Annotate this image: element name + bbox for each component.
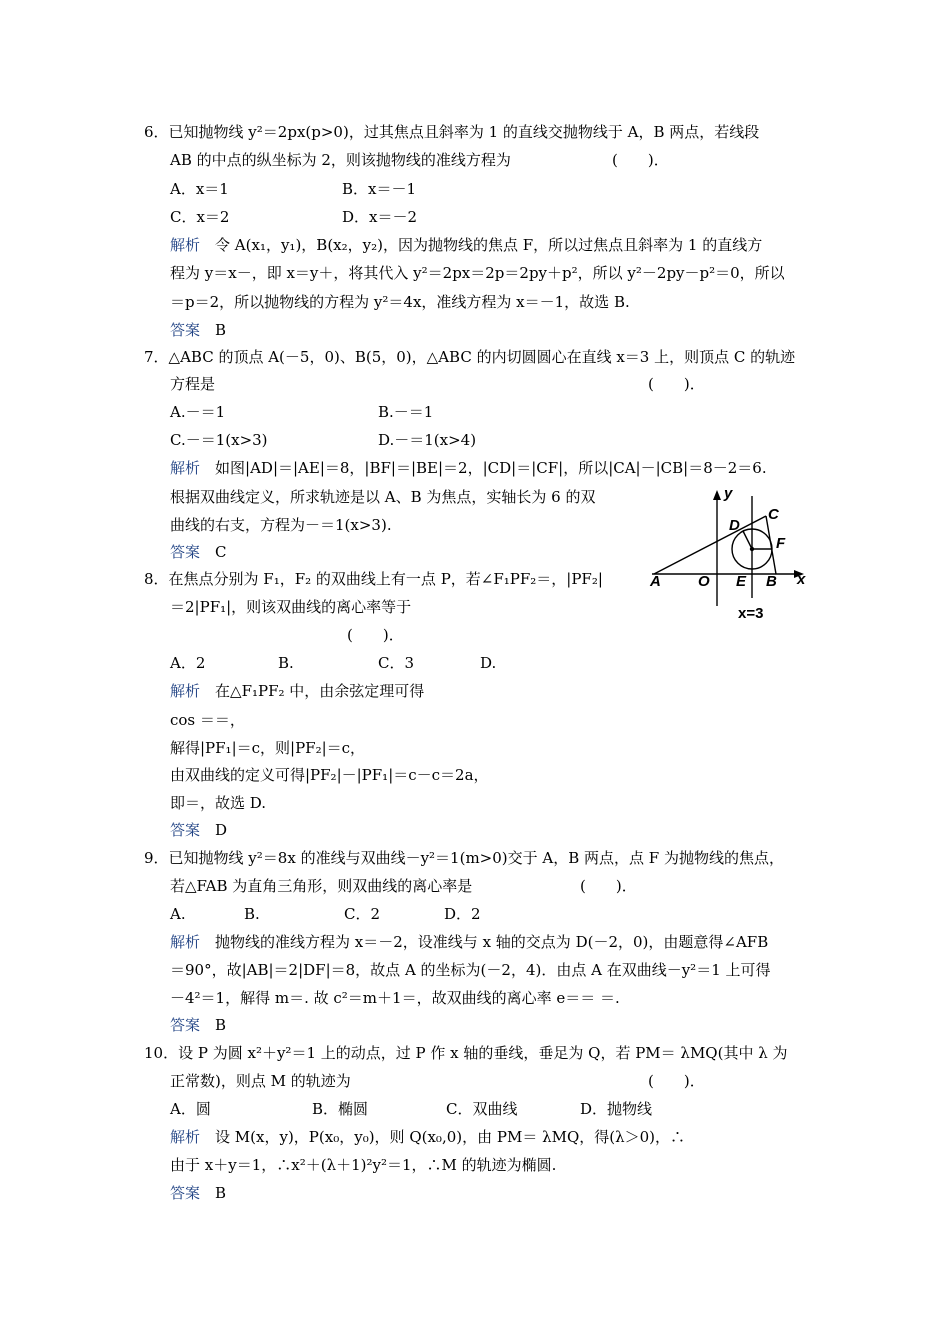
q6-solution-line2: 程为 y＝x－，即 x＝y＋，将其代入 y²＝2px＝2p＝2py＋p²，所以 y²－2py－p²＝0，所以	[170, 264, 785, 282]
q8-solution-line4: 由双曲线的定义可得|PF₂|－|PF₁|＝c－c＝2a，	[170, 766, 489, 784]
q8-option-b: B.	[278, 654, 294, 672]
q9-option-d: D．2	[444, 905, 481, 923]
q6-option-c: C．x＝2	[170, 208, 230, 226]
q6-stem-line2: AB 的中点的纵坐标为 2，则该抛物线的准线方程为	[170, 151, 511, 169]
q6-solution-line3: ＝p＝2，所以抛物线的方程为 y²＝4x，准线方程为 x＝－1，故选 B.	[170, 293, 630, 311]
q9-solution-line1	[170, 932, 768, 952]
q9-stem-line2: 若△FAB 为直角三角形，则双曲线的离心率是	[170, 877, 473, 895]
q8-answer-paren: ( )．	[347, 626, 404, 644]
q8-answer	[170, 820, 227, 840]
label-e: E	[736, 573, 747, 590]
q10-answer-value: B	[215, 1184, 227, 1202]
answer-label: 答案	[170, 543, 201, 561]
radius-to-d	[743, 531, 752, 549]
q10-option-a: A．圆	[170, 1100, 211, 1118]
label-b: B	[766, 573, 777, 590]
q7-solution-line1	[170, 458, 767, 478]
y-axis-arrow	[713, 490, 721, 500]
q6-answer-value: B	[215, 321, 227, 339]
q7-solution-text1: 如图|AD|＝|AE|＝8，|BF|＝|BE|＝2，|CD|＝|CF|，所以|CA|－|CB|＝8－2＝6.	[215, 459, 767, 477]
incircle-hyperbola-figure	[648, 486, 812, 622]
q9-stem-line1: 9．已知抛物线 y²＝8x 的准线与双曲线－y²＝1(m>0)交于 A，B 两点，点 F 为抛物线的焦点，	[144, 849, 784, 867]
q9-option-a: A.	[170, 905, 186, 923]
q9-answer-paren: ( )．	[580, 877, 637, 895]
q7-solution-line2: 根据双曲线定义，所求轨迹是以 A、B 为焦点，实轴长为 6 的双	[170, 488, 596, 506]
q7-solution-line3: 曲线的右支，方程为－＝1(x>3).	[170, 516, 392, 534]
q8-answer-value: D	[215, 821, 228, 839]
answer-label: 答案	[170, 321, 201, 339]
q8-solution-line2: cos ＝＝，	[170, 711, 245, 729]
solution-label: 解析	[170, 933, 201, 951]
q10-solution-text1: 设 M(x，y)，P(x₀，y₀)，则 Q(x₀,0)，由 PM＝ λMQ，得(λ＞0)，∴	[215, 1128, 686, 1146]
q9-answer-value: B	[215, 1016, 227, 1034]
label-y: y	[724, 486, 733, 502]
q10-answer-paren: ( )．	[648, 1072, 705, 1090]
q7-option-d: D.－＝1(x>4)	[378, 431, 477, 449]
q8-option-a: A．2	[170, 654, 206, 672]
q10-stem-line1: 10．设 P 为圆 x²＋y²＝1 上的动点，过 P 作 x 轴的垂线，垂足为 Q，若 PM＝ λMQ(其中 λ 为	[144, 1044, 788, 1062]
q9-answer	[170, 1015, 226, 1035]
q10-option-d: D．抛物线	[580, 1100, 653, 1118]
q8-solution-line1	[170, 681, 424, 701]
q9-solution-line3: －4²＝1，解得 m＝. 故 c²＝m＋1＝，故双曲线的离心率 e＝＝ ＝.	[170, 989, 620, 1007]
solution-label: 解析	[170, 682, 201, 700]
q7-answer-value: C	[215, 543, 227, 561]
q8-option-c: C．3	[378, 654, 415, 672]
label-d: D	[729, 517, 740, 534]
q7-stem-line2: 方程是	[170, 375, 216, 393]
q6-option-b: B．x＝－1	[342, 180, 417, 198]
q9-solution-line2: ＝90°，故|AB|＝2|DF|＝8，故点 A 的坐标为(－2，4)．由点 A 在双曲线－y²＝1 上可得	[170, 961, 771, 979]
q6-option-a: A．x＝1	[170, 180, 229, 198]
q8-solution-text1: 在△F₁PF₂ 中，由余弦定理可得	[215, 682, 425, 700]
label-c: C	[768, 506, 779, 523]
q6-answer	[170, 320, 226, 340]
q7-option-c: C.－＝1(x>3)	[170, 431, 268, 449]
label-line: x=3	[738, 605, 764, 622]
label-a: A	[650, 573, 661, 590]
q9-solution-text1: 抛物线的准线方程为 x＝－2，设准线与 x 轴的交点为 D(－2，0)，由题意得∠AFB	[215, 933, 769, 951]
q7-answer-paren: ( )．	[648, 375, 705, 393]
q8-solution-line5: 即＝，故选 D.	[170, 794, 267, 812]
q8-stem-line2: ＝2|PF₁|，则该双曲线的离心率等于	[170, 598, 412, 616]
q10-solution-line1	[170, 1127, 685, 1147]
q8-solution-line3: 解得|PF₁|＝c，则|PF₂|＝c，	[170, 739, 366, 757]
label-x: x	[797, 571, 806, 588]
q10-option-c: C．双曲线	[446, 1100, 518, 1118]
q9-option-c: C．2	[344, 905, 381, 923]
q7-answer	[170, 542, 227, 562]
q6-solution-line1	[170, 235, 762, 255]
q10-solution-line2: 由于 x＋y＝1，∴x²＋(λ＋1)²y²＝1，∴M 的轨迹为椭圆.	[170, 1156, 557, 1174]
side-ac	[654, 516, 766, 574]
answer-label: 答案	[170, 821, 201, 839]
q10-answer	[170, 1183, 226, 1203]
q9-option-b: B.	[244, 905, 260, 923]
q7-option-a: A.－＝1	[170, 403, 226, 421]
q6-stem-line1: 6．已知抛物线 y²＝2px(p>0)，过其焦点且斜率为 1 的直线交抛物线于 A，B 两点，若线段	[144, 123, 760, 141]
q8-stem-line1: 8．在焦点分别为 F₁，F₂ 的双曲线上有一点 P，若∠F₁PF₂＝，|PF₂|	[144, 570, 603, 588]
solution-label: 解析	[170, 1128, 201, 1146]
q7-option-b: B.－＝1	[378, 403, 434, 421]
solution-label: 解析	[170, 459, 201, 477]
q6-solution-text1: 令 A(x₁，y₁)，B(x₂，y₂)，因为抛物线的焦点 F，所以过焦点且斜率为 1 的直线方	[215, 236, 763, 254]
label-o: O	[698, 573, 710, 590]
solution-label: 解析	[170, 236, 201, 254]
q6-option-d: D．x＝－2	[342, 208, 418, 226]
q8-option-d: D.	[480, 654, 497, 672]
q10-stem-line2: 正常数)，则点 M 的轨迹为	[170, 1072, 351, 1090]
answer-label: 答案	[170, 1184, 201, 1202]
incircle-center	[750, 547, 754, 551]
q10-option-b: B．椭圆	[312, 1100, 369, 1118]
q7-stem-line1: 7．△ABC 的顶点 A(－5，0)、B(5，0)，△ABC 的内切圆圆心在直线 x＝3 上，则顶点 C 的轨迹	[144, 348, 796, 366]
q6-answer-paren: ( )．	[612, 151, 669, 169]
answer-label: 答案	[170, 1016, 201, 1034]
label-f: F	[776, 535, 786, 552]
